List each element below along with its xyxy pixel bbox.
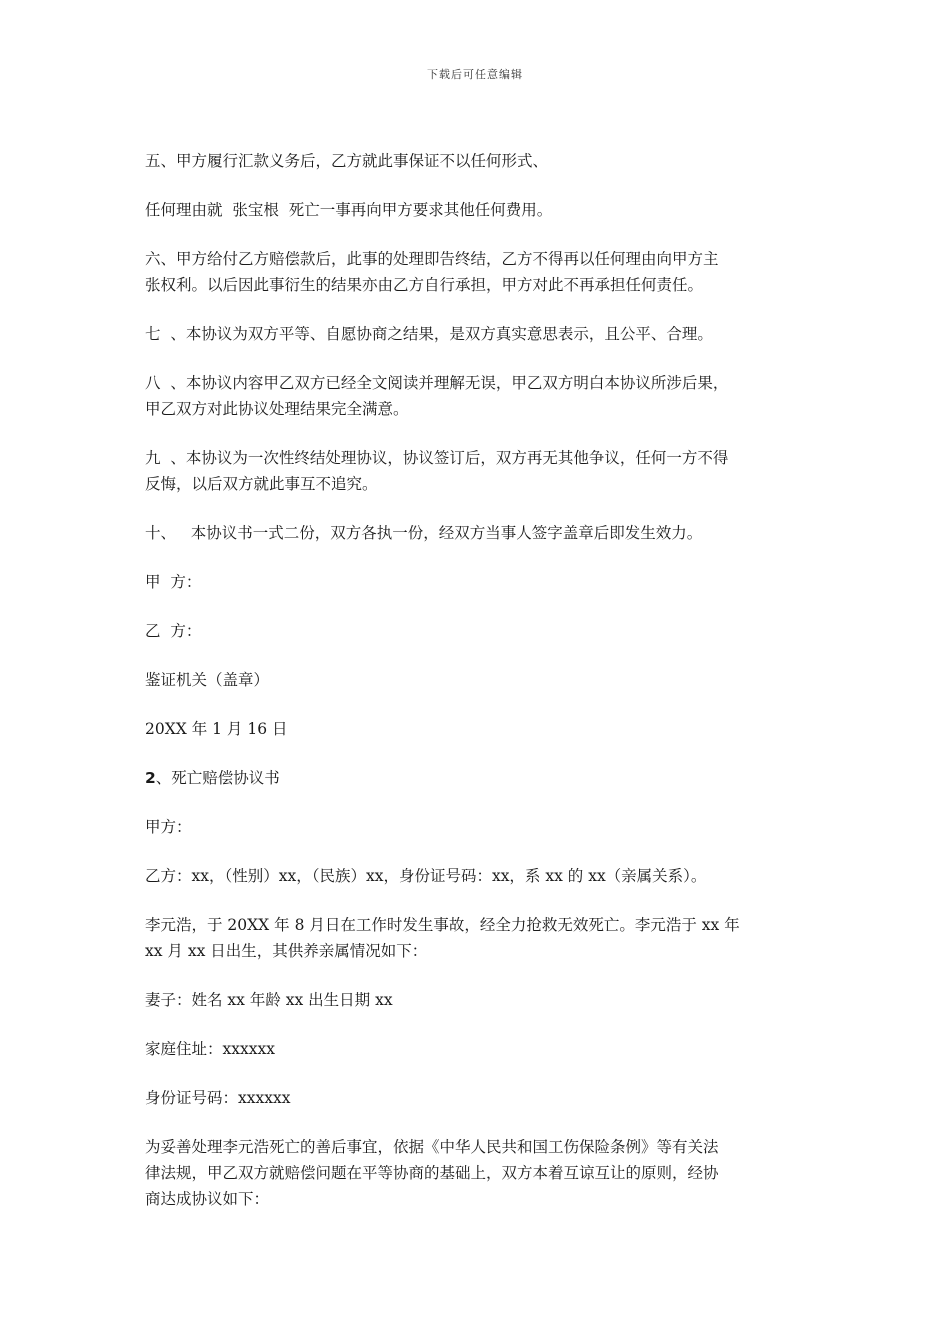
paragraph bbox=[145, 1085, 810, 1111]
paragraph bbox=[145, 863, 810, 889]
section-title-text: 、死亡赔偿协议书 bbox=[155, 769, 280, 787]
paragraph-line: 家庭住址：xxxxxx bbox=[145, 1040, 275, 1058]
paragraph bbox=[145, 321, 810, 347]
paragraph-line: 甲 方： bbox=[145, 573, 202, 591]
paragraph-line: 为妥善处理李元浩死亡的善后事宜，依据《中华人民共和国工伤保险条例》等有关法 bbox=[145, 1138, 719, 1156]
paragraph-line: 乙方：xx，（性别）xx，（民族）xx，身份证号码：xx，系 xx 的 xx（亲属关系）。 bbox=[145, 867, 707, 885]
paragraph-line: 任何理由就 张宝根 死亡一事再向甲方要求其他任何费用。 bbox=[145, 201, 553, 219]
paragraph bbox=[145, 520, 810, 546]
paragraph bbox=[145, 445, 810, 497]
paragraph bbox=[145, 569, 810, 595]
paragraph bbox=[145, 618, 810, 644]
paragraph-line: 六、甲方给付乙方赔偿款后，此事的处理即告终结，乙方不得再以任何理由向甲方主 bbox=[145, 250, 719, 268]
paragraph-line: 身份证号码：xxxxxx bbox=[145, 1089, 291, 1107]
paragraph bbox=[145, 912, 810, 964]
paragraph-line: 反悔，以后双方就此事互不追究。 bbox=[145, 475, 378, 493]
paragraph-line: 九 、本协议为一次性终结处理协议，协议签订后，双方再无其他争议，任何一方不得 bbox=[145, 449, 729, 467]
paragraph-line: 20XX 年 1 月 16 日 bbox=[145, 720, 288, 738]
second-agreement bbox=[145, 814, 810, 1212]
paragraph-line: xx 月 xx 日出生，其供养亲属情况如下： bbox=[145, 942, 428, 960]
paragraph-line: 鉴证机关（盖章） bbox=[145, 671, 270, 689]
paragraph-line: 七 、本协议为双方平等、自愿协商之结果，是双方真实意思表示，且公平、合理。 bbox=[145, 325, 713, 343]
paragraph bbox=[145, 1134, 810, 1212]
paragraph bbox=[145, 1036, 810, 1062]
paragraph bbox=[145, 370, 810, 422]
paragraph-line: 五、甲方履行汇款义务后，乙方就此事保证不以任何形式、 bbox=[145, 152, 549, 170]
paragraph bbox=[145, 667, 810, 693]
paragraph bbox=[145, 814, 810, 840]
paragraph-line: 妻子：姓名 xx 年龄 xx 出生日期 xx bbox=[145, 991, 393, 1009]
paragraph bbox=[145, 197, 810, 223]
paragraph-line: 乙 方： bbox=[145, 622, 202, 640]
agreement-clauses bbox=[145, 148, 810, 742]
paragraph bbox=[145, 987, 810, 1013]
paragraph-line: 律法规，甲乙双方就赔偿问题在平等协商的基础上，双方本着互谅互让的原则，经协 bbox=[145, 1164, 719, 1182]
paragraph bbox=[145, 148, 810, 174]
section-title bbox=[145, 765, 810, 791]
paragraph bbox=[145, 716, 810, 742]
paragraph-line: 十、 本协议书一式二份，双方各执一份，经双方当事人签字盖章后即发生效力。 bbox=[145, 524, 703, 542]
paragraph bbox=[145, 246, 810, 298]
paragraph-line: 张权利。以后因此事衍生的结果亦由乙方自行承担，甲方对此不再承担任何责任。 bbox=[145, 276, 704, 294]
document-body bbox=[145, 148, 810, 1235]
paragraph-line: 李元浩，于 20XX 年 8 月日在工作时发生事故，经全力抢救无效死亡。李元浩于 xx 年 bbox=[145, 916, 740, 934]
page-header: 下载后可任意编辑 bbox=[427, 68, 523, 81]
section-number: 2 bbox=[145, 769, 156, 787]
paragraph-line: 甲乙双方对此协议处理结果完全满意。 bbox=[145, 400, 409, 418]
paragraph-line: 商达成协议如下： bbox=[145, 1190, 270, 1208]
paragraph-line: 八 、本协议内容甲乙双方已经全文阅读并理解无误，甲乙双方明白本协议所涉后果， bbox=[145, 374, 729, 392]
paragraph-line: 甲方： bbox=[145, 818, 192, 836]
